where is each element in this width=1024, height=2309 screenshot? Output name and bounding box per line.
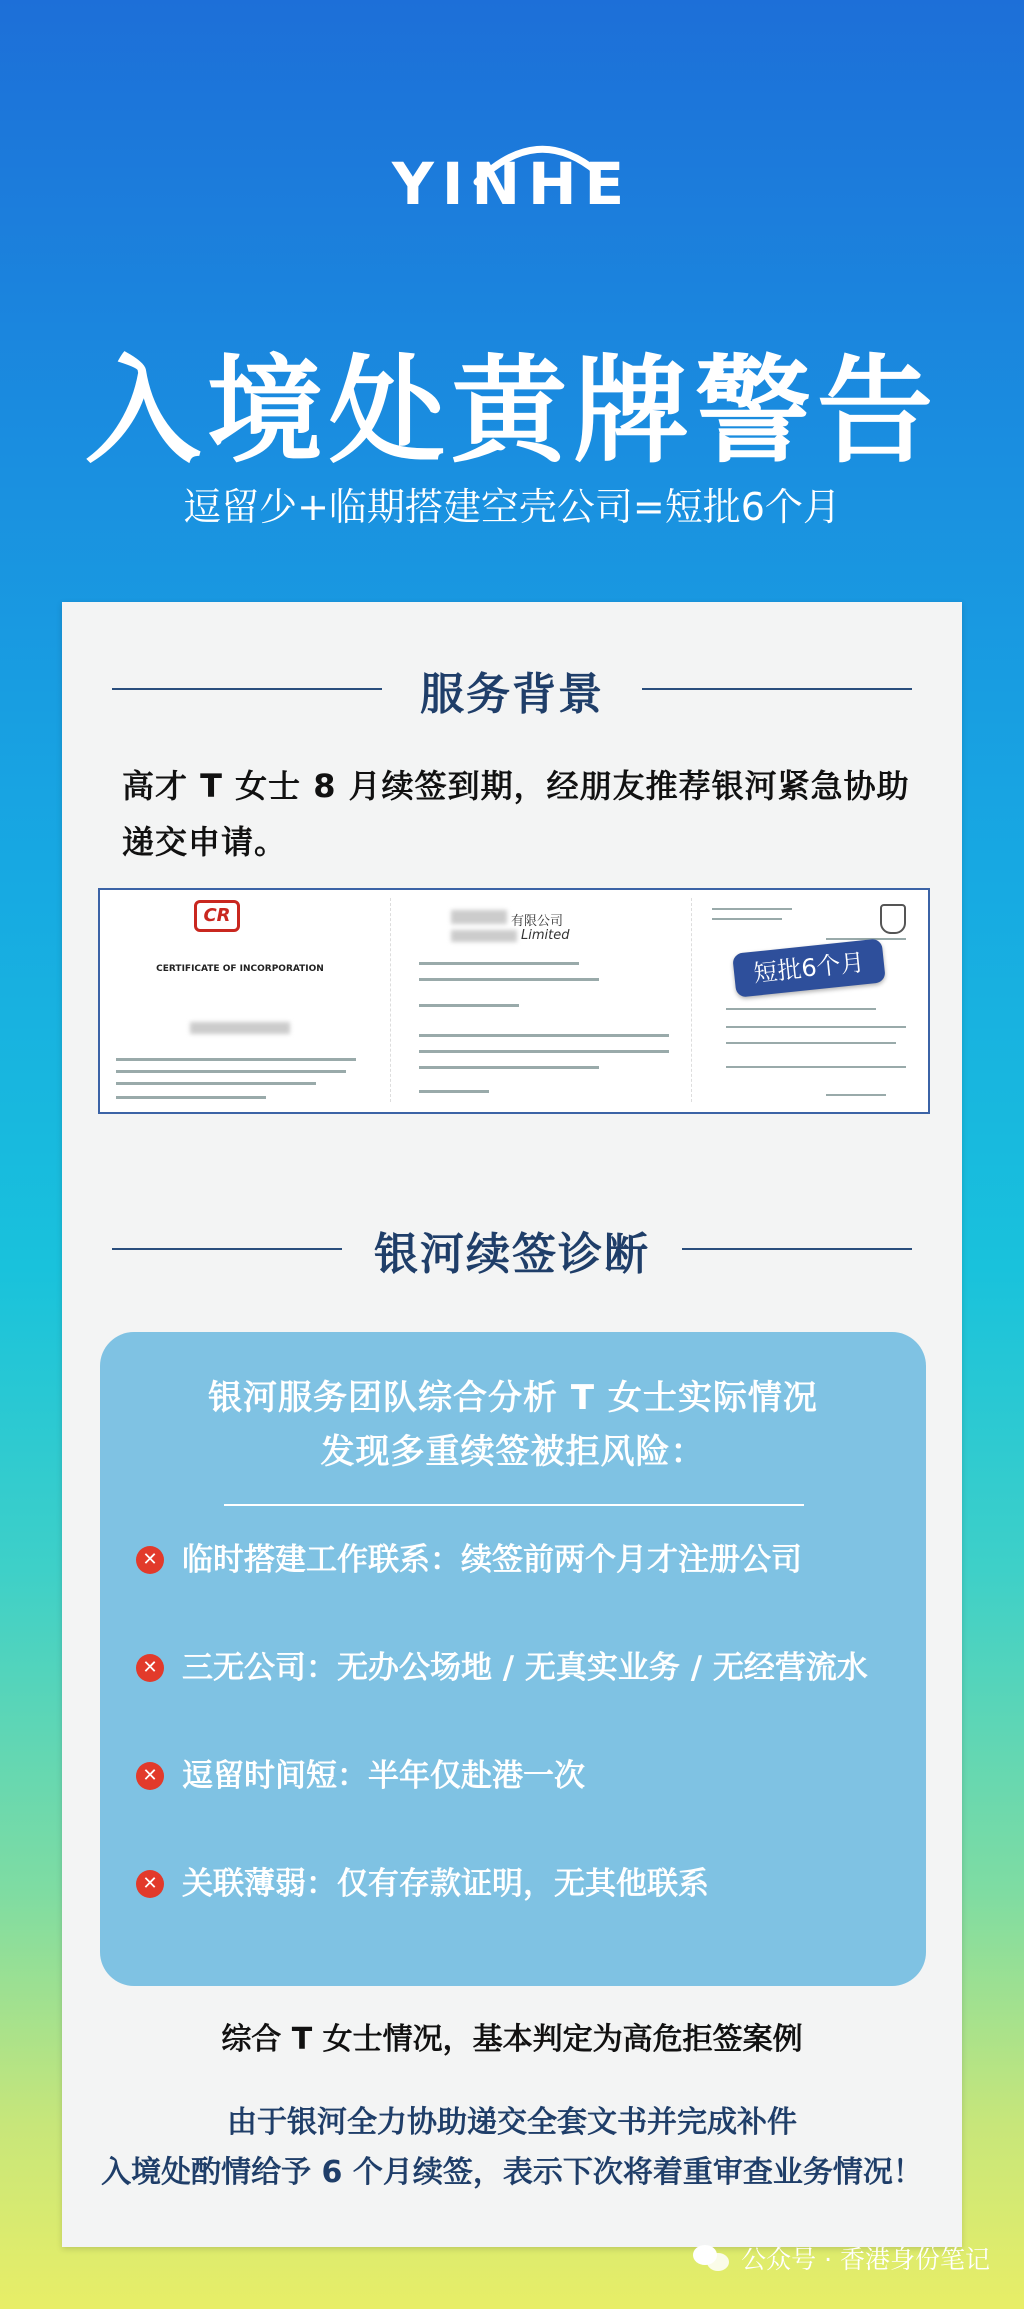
crest-icon [880,904,906,934]
footer-text: 公众号 · 香港身份笔记 [741,2245,990,2274]
logo-text: YINHE [391,150,633,218]
x-circle-icon: ✕ [136,1654,164,1682]
employment-letter-image [390,898,692,1102]
immigration-notice-image [706,898,918,1102]
cr-logo: CR [194,900,240,932]
section-header-diagnosis [112,1218,912,1278]
short-approval-badge: 短批6个月 [732,938,886,997]
diagnosis-intro-line1: 银河服务团队综合分析 T 女士实际情况 [208,1378,818,1418]
company-name-en: Limited [521,928,570,943]
section-title: 银河续签诊断 [374,1229,650,1280]
company-name: 有限公司 [511,914,564,929]
footer-account[interactable] [693,2240,990,2276]
section-header-background [112,658,912,718]
section-title: 服务背景 [420,669,604,720]
brand-logo [0,150,1024,218]
background-text: 高才 T 女士 8 月续签到期，经朋友推荐银河紧急协助递交申请。 [122,767,910,861]
conclusion-line3: 入境处酌情给予 6 个月续签，表示下次将着重审查业务情况！ [101,2155,923,2190]
conclusion-line2: 由于银河全力协助递交全套文书并完成补件 [227,2105,797,2140]
incorporation-certificate-image [110,898,370,1102]
diagnosis-panel [100,1332,926,1986]
divider [224,1504,804,1506]
conclusion-verdict: 综合 T 女士情况，基本判定为高危拒签案例 [221,2022,803,2057]
conclusion-result [62,2098,962,2198]
certificate-title: CERTIFICATE OF INCORPORATION [156,964,324,974]
risk-text: 逗留时间短：半年仅赴港一次 [182,1758,585,1794]
x-circle-icon: ✕ [136,1762,164,1790]
risk-text: 三无公司：无办公场地 / 无真实业务 / 无经营流水 [182,1650,868,1686]
x-circle-icon: ✕ [136,1546,164,1574]
content-card [62,602,962,2247]
risk-text: 关联薄弱：仅有存款证明，无其他联系 [182,1866,709,1902]
hero-subtitle: 逗留少+临期搭建空壳公司=短批6个月 [183,485,841,529]
x-circle-icon: ✕ [136,1870,164,1898]
document-images [98,888,930,1114]
risk-text: 临时搭建工作联系：续签前两个月才注册公司 [182,1542,802,1578]
logo-arc-icon [472,132,602,192]
diagnosis-intro-line2: 发现多重续签被拒风险： [320,1432,706,1472]
hero-title: 入境处黄牌警告 [85,344,939,479]
wechat-icon [693,2243,731,2273]
